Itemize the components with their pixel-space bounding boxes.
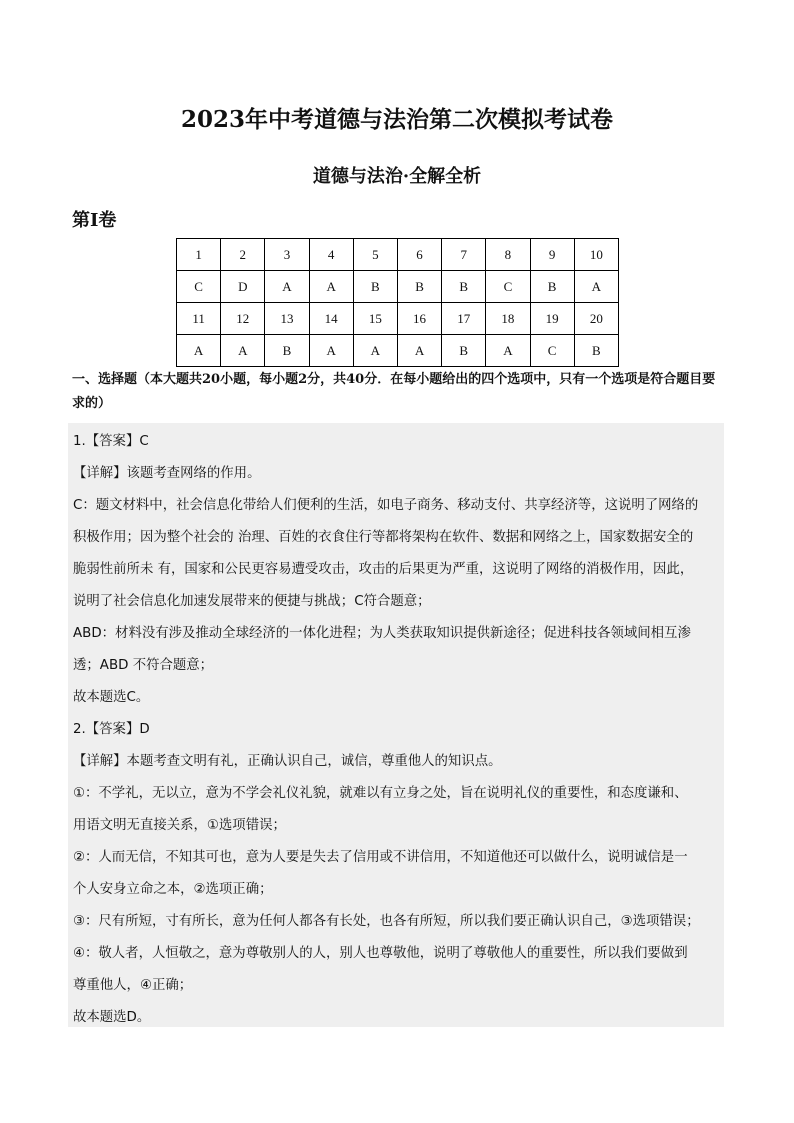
answer-cell: B — [442, 271, 486, 303]
answer-cell: A — [574, 271, 618, 303]
answer-table-row — [177, 271, 619, 303]
question-number-cell: 15 — [353, 303, 397, 335]
question-number-cell: 17 — [442, 303, 486, 335]
explanation-line: 透；ABD 不符合题意； — [73, 658, 214, 673]
question-number-cell: 14 — [309, 303, 353, 335]
explanation-line: 用语文明无直接关系，①选项错误； — [73, 818, 286, 833]
explanation-line: 【详解】该题考查网络的作用。 — [73, 466, 261, 481]
question-number-cell: 7 — [442, 239, 486, 271]
question-number-cell: 8 — [486, 239, 530, 271]
explanation-line: 个人安身立命之本，②选项正确； — [73, 882, 273, 897]
answer-cell: C — [177, 271, 221, 303]
answer-key-table — [176, 238, 619, 367]
answer-cell: A — [353, 335, 397, 367]
answer-table-row — [177, 239, 619, 271]
answer-cell: B — [353, 271, 397, 303]
question-number-cell: 9 — [530, 239, 574, 271]
question-number-cell: 5 — [353, 239, 397, 271]
question-number-cell: 12 — [221, 303, 265, 335]
question-number-cell: 19 — [530, 303, 574, 335]
answer-cell: D — [221, 271, 265, 303]
volume-heading: 第Ⅰ卷 — [72, 210, 117, 231]
explanation-line: 【详解】本题考查文明有礼，正确认识自己，诚信，尊重他人的知识点。 — [73, 754, 502, 769]
explanation-line: 脆弱性前所未 有，国家和公民更容易遭受攻击，攻击的后果更为严重，这说明了网络的消极作用，因此， — [73, 562, 694, 577]
question-number-cell: 3 — [265, 239, 309, 271]
explanation-line: 故本题选D。 — [73, 1010, 151, 1025]
answer-cell: A — [221, 335, 265, 367]
question-number-cell: 13 — [265, 303, 309, 335]
answer-cell: C — [486, 271, 530, 303]
question-number-cell: 20 — [574, 303, 618, 335]
answer-table-row — [177, 335, 619, 367]
answer-cell: B — [442, 335, 486, 367]
explanation-line: C：题文材料中，社会信息化带给人们便利的生活，如电子商务、移动支付、共享经济等，这说明了网络的 — [73, 498, 699, 513]
question-number-cell: 2 — [221, 239, 265, 271]
section-heading: 一、选择题（本大题共20小题，每小题2分，共40分．在每小题给出的四个选项中，只有一个选项是符合题目要求的） — [72, 372, 716, 411]
exam-title: 2023年中考道德与法治第二次模拟考试卷 — [180, 106, 613, 133]
answer-cell: A — [397, 335, 441, 367]
answer-cell: B — [265, 335, 309, 367]
answer-cell: C — [530, 335, 574, 367]
explanation-line: ①：不学礼，无以立，意为不学会礼仪礼貌，就难以有立身之处，旨在说明礼仪的重要性，和态度谦和、 — [73, 786, 688, 801]
explanation-line: ②：人而无信，不知其可也，意为人要是失去了信用或不讲信用，不知道他还可以做什么，说明诚信是一 — [73, 850, 688, 865]
answer-cell: B — [397, 271, 441, 303]
answer-cell: B — [530, 271, 574, 303]
question-number-cell: 6 — [397, 239, 441, 271]
answer-cell: A — [177, 335, 221, 367]
question-number-cell: 10 — [574, 239, 618, 271]
explanation-line: 故本题选C。 — [73, 690, 150, 705]
explanation-line: ABD：材料没有涉及推动全球经济的一体化进程；为人类获取知识提供新途径；促进科技各领域间相互渗 — [73, 626, 691, 641]
explanation-line: 尊重他人，④正确； — [73, 978, 193, 993]
answer-cell: A — [486, 335, 530, 367]
question-number-cell: 18 — [486, 303, 530, 335]
answer-table-row — [177, 303, 619, 335]
answer-cell: B — [574, 335, 618, 367]
explanation-line: ③：尺有所短，寸有所长，意为任何人都各有长处，也各有所短，所以我们要正确认识自己，③选项错误； — [73, 914, 700, 929]
answer-line: 2.【答案】D — [73, 722, 150, 737]
answer-cell: A — [265, 271, 309, 303]
answer-cell: A — [309, 335, 353, 367]
answer-line: 1.【答案】C — [73, 434, 149, 449]
explanation-line: 说明了社会信息化加速发展带来的便捷与挑战；C符合题意； — [73, 594, 431, 609]
explanation-line: 积极作用；因为整个社会的 治理、百姓的衣食住行等都将架构在软件、数据和网络之上，国家数据安全的 — [73, 530, 694, 545]
question-number-cell: 1 — [177, 239, 221, 271]
question-number-cell: 11 — [177, 303, 221, 335]
question-number-cell: 16 — [397, 303, 441, 335]
answer-cell: A — [309, 271, 353, 303]
explanation-line: ④：敬人者，人恒敬之，意为尊敬别人的人，别人也尊敬他，说明了尊敬他人的重要性，所以我们要做到 — [73, 946, 688, 961]
question-number-cell: 4 — [309, 239, 353, 271]
exam-subtitle: 道德与法治·全解全析 — [312, 166, 482, 187]
